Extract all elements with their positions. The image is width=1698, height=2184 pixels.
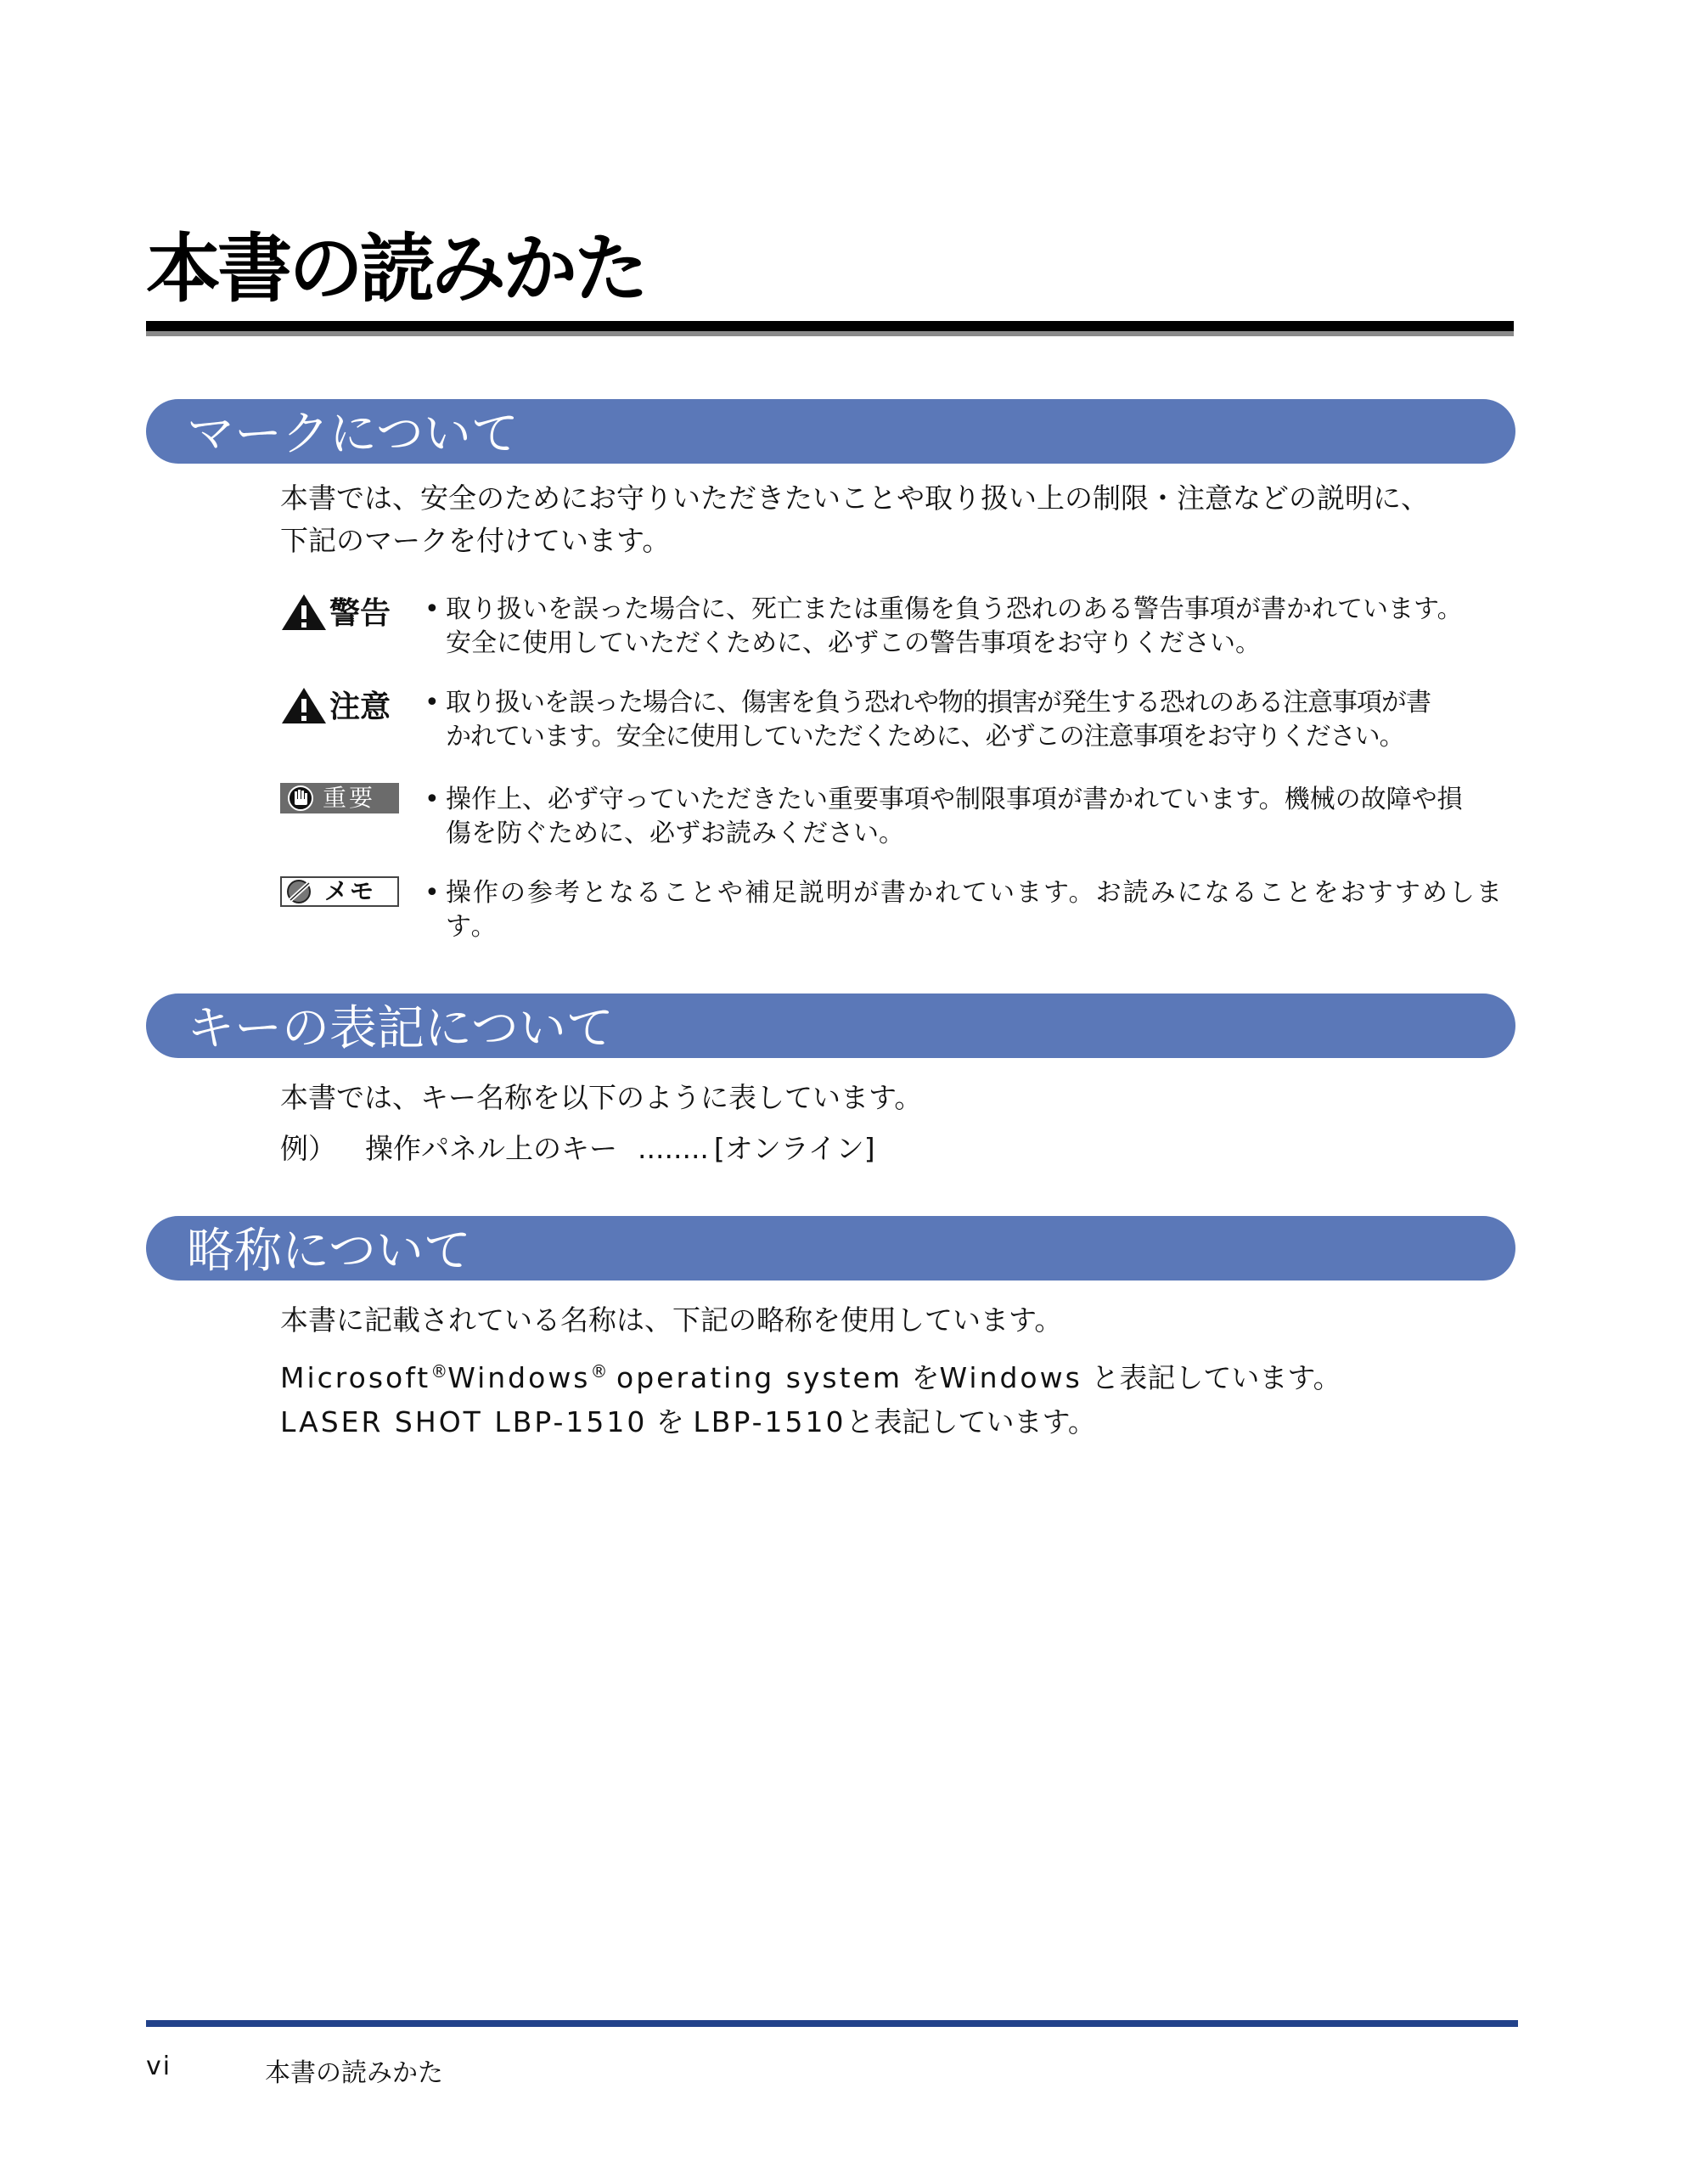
term-product: LASER SHOT LBP-1510 (280, 1405, 648, 1438)
important-badge (280, 783, 399, 813)
section-heading-text: マークについて (187, 407, 519, 462)
bullet: • (424, 878, 440, 908)
footer-rule (146, 2020, 1518, 2027)
abbrev-line-1: 本書に記載されている名称は、下記の略称を使用しています。 (280, 1303, 1063, 1337)
section-heading-keys (146, 993, 1515, 1058)
title-rule (146, 321, 1514, 331)
example-text: 操作パネル上のキー (365, 1132, 617, 1165)
mark-label: 重要 (323, 784, 376, 812)
example-dots: ........ (638, 1132, 709, 1165)
term-os: operating system (616, 1361, 902, 1394)
term-windows-short: Windows (939, 1361, 1082, 1394)
bullet: • (424, 785, 440, 814)
particle-wo: を (655, 1405, 684, 1438)
section-heading-marks (146, 399, 1515, 464)
term-product-short: LBP-1510 (693, 1405, 846, 1438)
page-title: 本書の読みかた (146, 225, 646, 312)
abbrev-line-3 (280, 1401, 1096, 1444)
section-heading-abbrev (146, 1216, 1515, 1281)
mark-description: 取り扱いを誤った場合に、死亡または重傷を負う恐れのある警告事項が書かれています。 安全に使用していただくために、必ずこの警告事項をお守りください。 (446, 594, 1463, 658)
term-windows: Windows (447, 1361, 591, 1394)
mark-description: 取り扱いを誤った場合に、傷害を負う恐れや物的損害が発生する恐れのある注意事項が書 かれています。安全に使用していただくために、必ずこの注意事項をお守りください。 (446, 688, 1431, 751)
example-prefix: 例） (280, 1132, 336, 1165)
abbrev-line-2 (280, 1350, 1341, 1399)
example-key: [オンライン] (713, 1132, 875, 1165)
registered-mark: ® (590, 1361, 608, 1382)
title-rule-shadow (146, 331, 1514, 336)
registered-mark: ® (430, 1361, 448, 1382)
mark-label: 警告 (329, 596, 391, 631)
footer-title: 本書の読みかた (265, 2058, 443, 2088)
mark-label: メモ (324, 877, 376, 905)
bullet: • (424, 594, 440, 624)
section-heading-text: 略称について (187, 1224, 471, 1279)
section-heading-text: キーの表記について (187, 1001, 614, 1056)
keys-line-1: 本書では、キー名称を以下のように表しています。 (280, 1081, 923, 1114)
warning-triangle-icon (280, 686, 328, 729)
bullet: • (424, 688, 440, 718)
marks-intro-line-1: 本書では、安全のためにお守りいただきたいことや取り扱い上の制限・注意などの説明に、 (280, 481, 1429, 515)
pencil-icon (285, 879, 316, 908)
marks-intro-line-2: 下記のマークを付けています。 (280, 524, 671, 557)
memo-badge (280, 876, 399, 907)
abbrev-tail: と表記しています。 (1091, 1361, 1341, 1394)
warning-triangle-icon (280, 593, 328, 635)
particle-wo: を (911, 1361, 940, 1394)
mark-description: 操作上、必ず守っていただきたい重要事項や制限事項が書かれています。機械の故障や損 傷を防ぐために、必ずお読みください。 (446, 785, 1463, 848)
mark-label: 注意 (329, 690, 391, 724)
term-microsoft: Microsoft (280, 1361, 431, 1394)
keys-example (280, 1128, 875, 1170)
mark-description: 操作の参考となることや補足説明が書かれています。お読みになることをおすすめしま す。 (446, 878, 1504, 942)
page-number: vi (146, 2052, 172, 2081)
hand-stop-icon (287, 785, 314, 814)
abbrev-tail: と表記しています。 (846, 1405, 1096, 1438)
